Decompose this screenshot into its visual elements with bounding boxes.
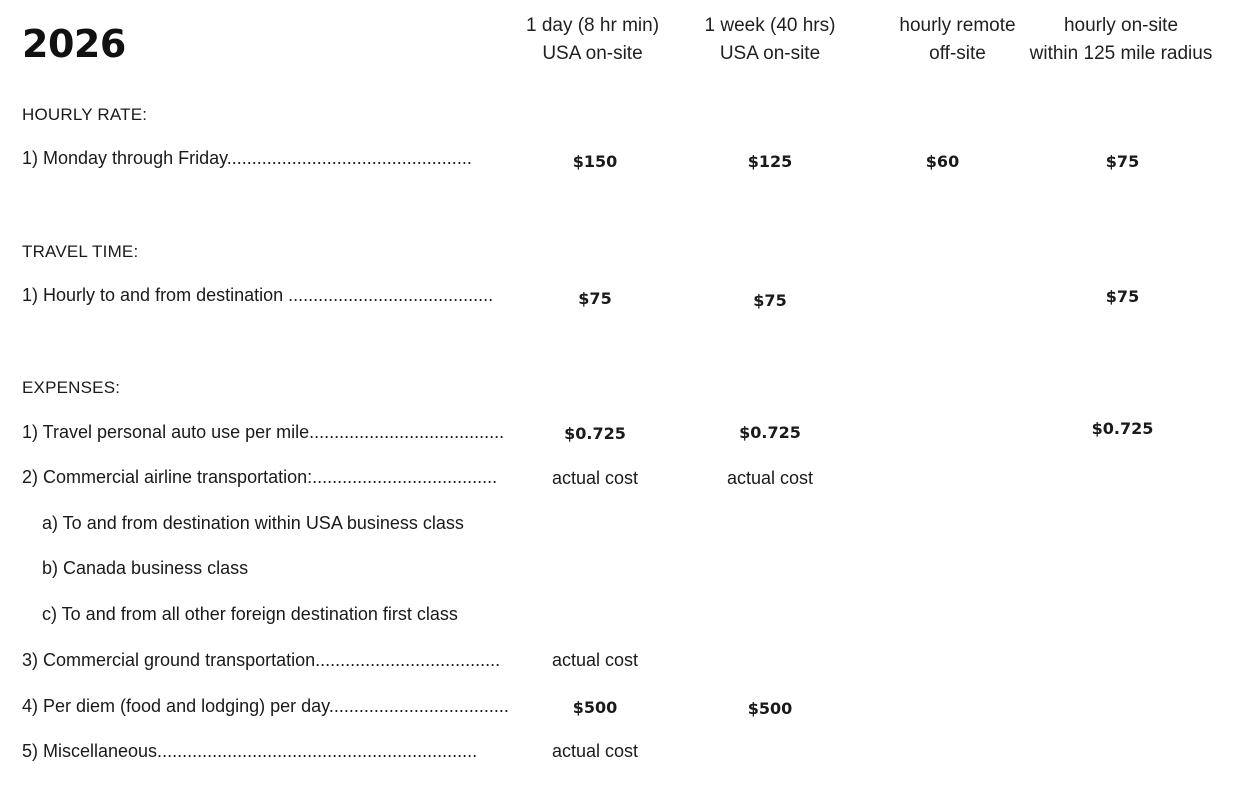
- value-cell: $75: [1105, 287, 1140, 306]
- column-header-line2: within 125 mile radius: [1029, 42, 1213, 64]
- row-label: 1) Hourly to and from destination .........................................: [22, 285, 494, 305]
- value-cell: $75: [753, 291, 787, 310]
- column-header-line2: USA on-site: [719, 42, 821, 64]
- row-label: 3) Commercial ground transportation.....................................: [22, 650, 501, 670]
- row-label-sub: c) To and from all other foreign destination first class: [42, 604, 458, 624]
- value-cell: $0.725: [739, 423, 801, 442]
- row-label: 5) Miscellaneous................................................................: [22, 741, 478, 761]
- row-label-sub: a) To and from destination within USA business class: [42, 513, 464, 533]
- value-cell: $500: [747, 699, 793, 718]
- value-cell: actual cost: [551, 650, 639, 670]
- value-cell: actual cost: [551, 741, 639, 761]
- row-label: 1) Monday through Friday.................................................: [22, 148, 472, 168]
- value-cell: $75: [1105, 152, 1140, 171]
- value-cell: $0.725: [564, 424, 626, 443]
- row-label-sub: b) Canada business class: [42, 558, 249, 578]
- column-header-hourly-onsite: [1000, 12, 1240, 67]
- value-cell: $0.725: [1091, 419, 1154, 438]
- column-header-line1: 1 week (40 hrs): [704, 15, 836, 36]
- column-header-line2: off-site: [929, 42, 986, 64]
- value-cell: actual cost: [551, 468, 639, 488]
- row-label: 4) Per diem (food and lodging) per day....................................: [22, 696, 509, 716]
- column-header-line1: 1 day (8 hr min): [525, 15, 660, 36]
- value-cell: $75: [578, 289, 612, 308]
- column-header-line1: hourly remote: [899, 15, 1016, 36]
- section-heading-travel-time: TRAVEL TIME:: [22, 242, 139, 261]
- row-label: 2) Commercial airline transportation:.....................................: [22, 467, 498, 487]
- page-title: 2026: [22, 22, 126, 66]
- row-label: 1) Travel personal auto use per mile.......................................: [22, 422, 505, 442]
- section-heading-expenses: EXPENSES:: [22, 378, 121, 397]
- value-cell: $60: [925, 152, 960, 171]
- value-cell: actual cost: [726, 468, 814, 488]
- value-cell: $150: [572, 152, 618, 171]
- value-cell: $500: [572, 698, 618, 717]
- section-heading-hourly-rate: HOURLY RATE:: [22, 105, 148, 124]
- column-header-line1: hourly on-site: [1063, 15, 1179, 36]
- column-header-line2: USA on-site: [542, 42, 643, 64]
- value-cell: $125: [747, 152, 793, 171]
